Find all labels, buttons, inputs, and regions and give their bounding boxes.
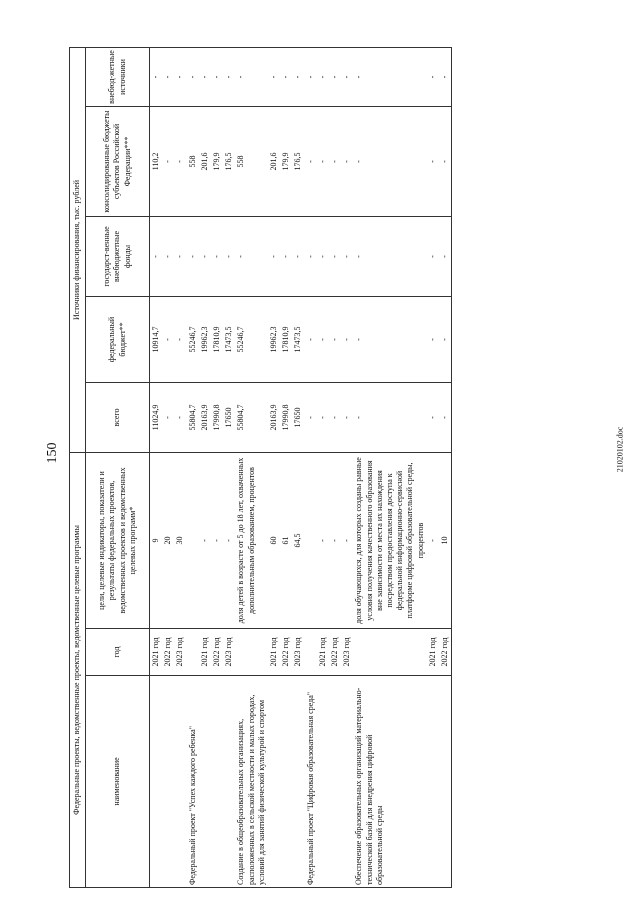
cell-indicator: 9 xyxy=(150,453,163,629)
cell-year: 2022 год xyxy=(329,629,341,676)
col-year-header: год xyxy=(86,629,150,676)
cell-state-funds: - xyxy=(187,217,199,297)
table-row xyxy=(292,47,304,887)
cell-federal: - xyxy=(329,297,341,383)
cell-year: 2021 год xyxy=(199,629,211,676)
cell-total: 17990,8 xyxy=(280,383,292,453)
cell-regional: - xyxy=(305,107,317,217)
cell-federal: - xyxy=(427,297,439,383)
cell-state-funds: - xyxy=(150,217,163,297)
cell-regional: 110,2 xyxy=(150,107,163,217)
cell-total: 20163,9 xyxy=(199,383,211,453)
cell-indicator: - xyxy=(223,453,235,629)
table-row xyxy=(439,47,452,887)
cell-year xyxy=(305,629,317,676)
cell-total: - xyxy=(162,383,174,453)
cell-extra: - xyxy=(292,47,304,106)
cell-indicator: - xyxy=(329,453,341,629)
cell-year: 2022 год xyxy=(162,629,174,676)
cell-extra: - xyxy=(199,47,211,106)
cell-total: 11024,9 xyxy=(150,383,163,453)
table-row xyxy=(329,47,341,887)
cell-regional: - xyxy=(162,107,174,217)
cell-year: 2021 год xyxy=(150,629,163,676)
table-body xyxy=(150,47,452,887)
cell-total: 17650 xyxy=(292,383,304,453)
table-row xyxy=(341,47,353,887)
cell-federal: 17810,9 xyxy=(211,297,223,383)
cell-state-funds: - xyxy=(199,217,211,297)
cell-indicator: доля детей в возрасте от 5 до 18 лет, охваченных дополнительным образованием, процентов xyxy=(235,453,268,629)
cell-name xyxy=(223,676,235,888)
cell-state-funds: - xyxy=(174,217,186,297)
cell-regional: 176,5 xyxy=(223,107,235,217)
cell-extra: - xyxy=(162,47,174,106)
cell-name xyxy=(268,676,280,888)
cell-total: - xyxy=(305,383,317,453)
cell-extra: - xyxy=(174,47,186,106)
cell-name xyxy=(292,676,304,888)
cell-total: 17650 xyxy=(223,383,235,453)
cell-indicator xyxy=(187,453,199,629)
rotated-table-frame xyxy=(69,48,569,888)
cell-name xyxy=(211,676,223,888)
page-number: 150 xyxy=(45,442,60,464)
cell-extra: - xyxy=(353,47,426,106)
cell-federal: - xyxy=(317,297,329,383)
cell-federal: 17473,5 xyxy=(292,297,304,383)
cell-indicator: доля обучающихся, для которых созданы равные условия получения качественного образования вне зависимости от места их нахождения посредством предоставления доступа к федеральной информационно-сервисной платформе цифровой образовательной среды, процентов xyxy=(353,453,426,629)
cell-year: 2022 год xyxy=(280,629,292,676)
cell-regional: - xyxy=(174,107,186,217)
cell-indicator: 61 xyxy=(280,453,292,629)
cell-state-funds: - xyxy=(268,217,280,297)
cell-name xyxy=(199,676,211,888)
table-row xyxy=(199,47,211,887)
cell-regional: - xyxy=(353,107,426,217)
cell-federal: 55246,7 xyxy=(235,297,268,383)
cell-total: - xyxy=(439,383,452,453)
cell-year: 2022 год xyxy=(439,629,452,676)
cell-regional: 176,5 xyxy=(292,107,304,217)
sources-header: Источники финансирования, тыс. рублей xyxy=(70,47,86,452)
cell-indicator: - xyxy=(211,453,223,629)
cell-extra: - xyxy=(150,47,163,106)
cell-federal: 19962,3 xyxy=(199,297,211,383)
cell-total: - xyxy=(317,383,329,453)
cell-year: 2023 год xyxy=(223,629,235,676)
cell-federal: - xyxy=(439,297,452,383)
cell-federal: 17810,9 xyxy=(280,297,292,383)
col-extra-header: внебюд-жетные источники xyxy=(86,47,150,106)
cell-federal: - xyxy=(353,297,426,383)
cell-total: - xyxy=(174,383,186,453)
table-row xyxy=(187,47,199,887)
cell-regional: - xyxy=(317,107,329,217)
cell-name: Федеральный проект "Цифровая образовательная среда" xyxy=(305,676,317,888)
cell-total: 55804,7 xyxy=(235,383,268,453)
cell-name xyxy=(174,676,186,888)
cell-state-funds: - xyxy=(305,217,317,297)
cell-regional: - xyxy=(427,107,439,217)
cell-regional: - xyxy=(439,107,452,217)
cell-name: Федеральный проект "Успех каждого ребенка" xyxy=(187,676,199,888)
table-row xyxy=(235,47,268,887)
cell-extra: - xyxy=(305,47,317,106)
cell-indicator: - xyxy=(341,453,353,629)
cell-federal: 10914,7 xyxy=(150,297,163,383)
cell-regional: 558 xyxy=(235,107,268,217)
cell-year xyxy=(353,629,426,676)
cell-extra: - xyxy=(280,47,292,106)
cell-name: Обеспечение образовательных организаций материально-технической базой для внедрения цифровой образовательной среды xyxy=(353,676,426,888)
cell-state-funds: - xyxy=(329,217,341,297)
cell-extra: - xyxy=(235,47,268,106)
table-row xyxy=(305,47,317,887)
cell-regional: 201,6 xyxy=(268,107,280,217)
table-row xyxy=(223,47,235,887)
cell-year: 2023 год xyxy=(341,629,353,676)
table-row xyxy=(280,47,292,887)
cell-state-funds: - xyxy=(223,217,235,297)
cell-state-funds: - xyxy=(280,217,292,297)
table-row xyxy=(353,47,426,887)
cell-state-funds: - xyxy=(353,217,426,297)
col-indicators-header: цели, целевые индикаторы, показатели и результаты федеральных проектов, ведомственных проектов и ведомственных целевых программ* xyxy=(86,453,150,629)
table-row xyxy=(174,47,186,887)
file-label: 21020102.doc xyxy=(615,426,625,473)
cell-state-funds: - xyxy=(162,217,174,297)
cell-state-funds: - xyxy=(292,217,304,297)
cell-extra: - xyxy=(211,47,223,106)
col-federal-header: федеральный бюджет** xyxy=(86,297,150,383)
cell-name xyxy=(280,676,292,888)
cell-indicator: 10 xyxy=(439,453,452,629)
cell-name: Создание в общеобразовательных организациях, расположенных в сельской местности и малых городах, условий для занятий физической культурой и спортом xyxy=(235,676,268,888)
cell-name xyxy=(162,676,174,888)
cell-extra: - xyxy=(187,47,199,106)
cell-extra: - xyxy=(439,47,452,106)
cell-indicator: 60 xyxy=(268,453,280,629)
cell-year: 2021 год xyxy=(427,629,439,676)
cell-name xyxy=(329,676,341,888)
cell-extra: - xyxy=(268,47,280,106)
table-row xyxy=(150,47,163,887)
cell-state-funds: - xyxy=(317,217,329,297)
cell-extra: - xyxy=(223,47,235,106)
cell-total: 20163,9 xyxy=(268,383,280,453)
cell-indicator: 64,5 xyxy=(292,453,304,629)
cell-indicator xyxy=(305,453,317,629)
cell-extra: - xyxy=(317,47,329,106)
cell-year: 2023 год xyxy=(292,629,304,676)
cell-indicator: - xyxy=(317,453,329,629)
cell-federal: 55246,7 xyxy=(187,297,199,383)
cell-name xyxy=(341,676,353,888)
cell-state-funds: - xyxy=(211,217,223,297)
table-row xyxy=(317,47,329,887)
cell-indicator: - xyxy=(199,453,211,629)
cell-state-funds: - xyxy=(439,217,452,297)
cell-federal: - xyxy=(174,297,186,383)
cell-name xyxy=(317,676,329,888)
cell-year: 2022 год xyxy=(211,629,223,676)
cell-regional: 179,9 xyxy=(211,107,223,217)
cell-federal: - xyxy=(162,297,174,383)
col-state-funds-header: государст-венные внебюджетные фонды xyxy=(86,217,150,297)
cell-year xyxy=(235,629,268,676)
cell-regional: 179,9 xyxy=(280,107,292,217)
cell-extra: - xyxy=(341,47,353,106)
cell-total: - xyxy=(427,383,439,453)
table-row xyxy=(211,47,223,887)
group-header: Федеральные проекты, ведомственные проекты, ведомственные целевые программы xyxy=(70,453,86,888)
table-row xyxy=(162,47,174,887)
cell-regional: - xyxy=(341,107,353,217)
table-row xyxy=(427,47,439,887)
cell-extra: - xyxy=(329,47,341,106)
cell-year xyxy=(187,629,199,676)
col-regional-header: консолидированные бюджеты субъектов Российской Федерации*** xyxy=(86,107,150,217)
cell-state-funds: - xyxy=(341,217,353,297)
cell-federal: 17473,5 xyxy=(223,297,235,383)
table-row xyxy=(268,47,280,887)
cell-extra: - xyxy=(427,47,439,106)
cell-total: 55804,7 xyxy=(187,383,199,453)
cell-name xyxy=(439,676,452,888)
col-name-header: наименование xyxy=(86,676,150,888)
cell-federal: - xyxy=(305,297,317,383)
cell-total: 17990,8 xyxy=(211,383,223,453)
cell-regional: 201,6 xyxy=(199,107,211,217)
cell-indicator: - xyxy=(427,453,439,629)
cell-year: 2023 год xyxy=(174,629,186,676)
cell-name xyxy=(427,676,439,888)
col-total-header: всего xyxy=(86,383,150,453)
cell-regional: - xyxy=(329,107,341,217)
cell-year: 2021 год xyxy=(268,629,280,676)
cell-total: - xyxy=(341,383,353,453)
cell-federal: 19962,3 xyxy=(268,297,280,383)
cell-name xyxy=(150,676,163,888)
cell-federal: - xyxy=(341,297,353,383)
cell-state-funds: - xyxy=(235,217,268,297)
cell-regional: 558 xyxy=(187,107,199,217)
cell-state-funds: - xyxy=(427,217,439,297)
cell-indicator: 20 xyxy=(162,453,174,629)
cell-total: - xyxy=(329,383,341,453)
cell-total: - xyxy=(353,383,426,453)
cell-year: 2021 год xyxy=(317,629,329,676)
financing-table xyxy=(69,47,452,888)
cell-indicator: 30 xyxy=(174,453,186,629)
